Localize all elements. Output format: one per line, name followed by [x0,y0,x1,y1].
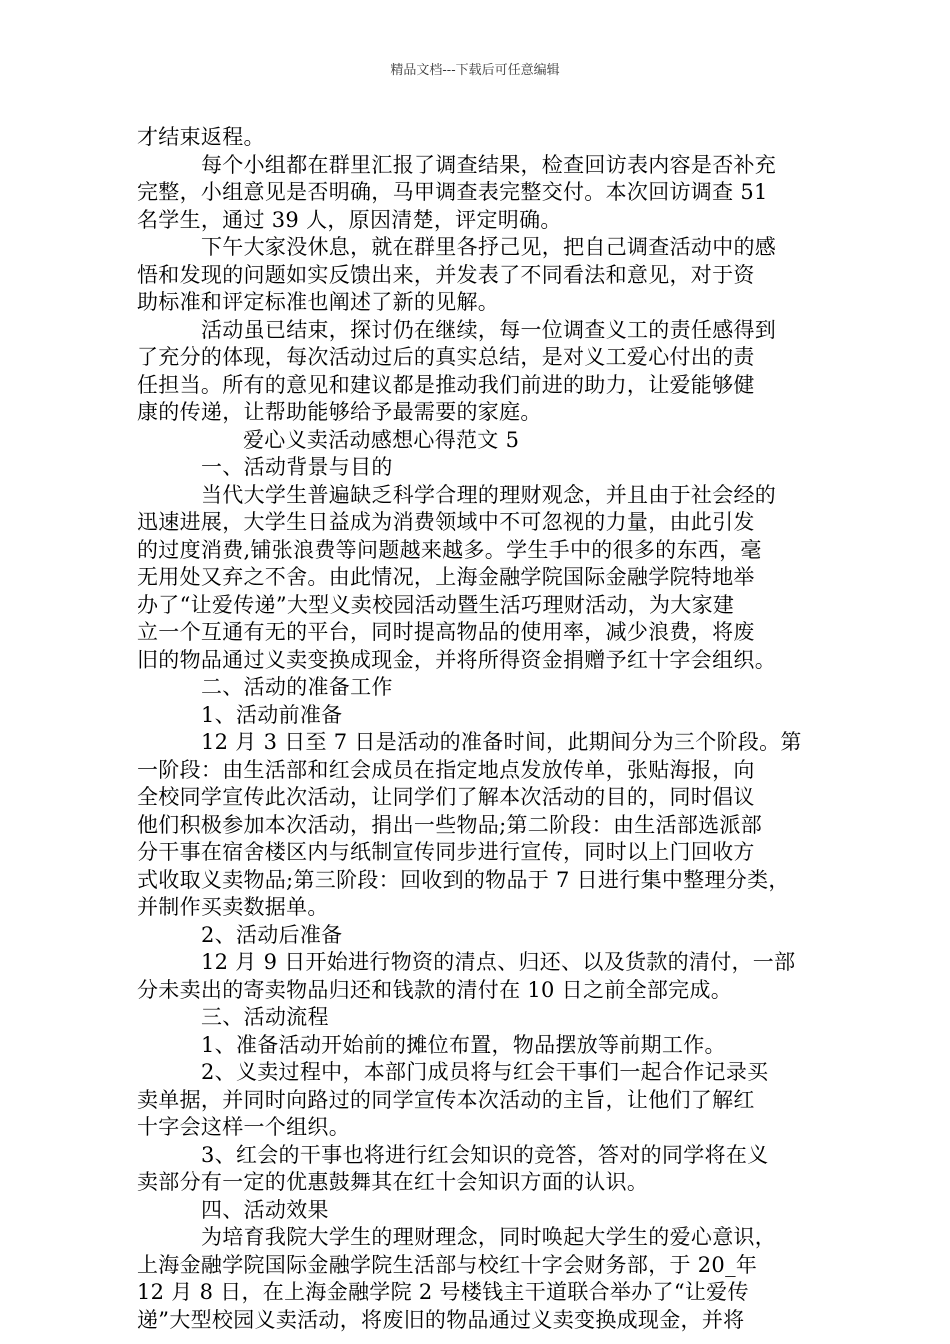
text-line: 完整，小组意见是否明确，马甲调查表完整交付。本次回访调查 51 [137,180,768,204]
text-line: 旧的物品通过义卖变换成现金，并将所得资金捐赠予红十字会组织。 [137,647,776,672]
text-line: 12 月 3 日至 7 日是活动的准备时间，此期间分为三个阶段。第 [201,730,802,754]
text-line: 名学生，通过 39 人，原因清楚，评定明确。 [137,207,562,232]
text-line: 助标准和评定标准也阐述了新的见解。 [137,290,500,314]
text-line: 迅速进展，大学生日益成为消费领域中不可忽视的力量，由此引发 [137,510,755,534]
text-line: 卖单据，并同时向路过的同学宣传本次活动的主旨，让他们了解红 [137,1087,755,1112]
text-line: 才结束返程。 [137,125,265,149]
text-line: 递”大型校园义卖活动，将废旧的物品通过义卖变换成现金，并将 [137,1307,745,1332]
page-header: 精品文档---下载后可任意编辑 [390,63,560,78]
text-line: 1、活动前准备 [201,702,343,727]
text-line: 1、准备活动开始前的摊位布置，物品摆放等前期工作。 [201,1032,726,1057]
text-line: 并制作买卖数据单。 [137,895,329,919]
text-line: 为培育我院大学生的理财理念，同时唤起大学生的爱心意识， [201,1225,777,1249]
text-line: 活动虽已结束，探讨仍在继续，每一位调查义工的责任感得到 [201,317,777,342]
text-line: 任担当。所有的意见和建议都是推动我们前进的助力，让爱能够健 [137,372,755,397]
text-line: 全校同学宣传此次活动，让同学们了解本次活动的目的，同时倡议 [137,785,755,809]
text-line: 当代大学生普遍缺乏科学合理的理财观念，并且由于社会经的 [201,482,777,507]
text-line: 四、活动效果 [201,1197,329,1222]
text-line: 式收取义卖物品;第三阶段：回收到的物品于 7 日进行集中整理分类， [137,867,790,892]
text-line: 十字会这样一个组织。 [137,1115,350,1139]
text-line: 卖部分有一定的优惠鼓舞其在红十会知识方面的认识。 [137,1170,649,1194]
text-line: 2、义卖过程中，本部门成员将与红会干事们一起合作记录买 [201,1060,769,1084]
text-line: 的过度消费,铺张浪费等问题越来越多。学生手中的很多的东西，毫 [137,537,762,562]
text-line: 12 月 9 日开始进行物资的清点、归还、以及货款的清付，一部 [201,950,796,974]
text-line: 下午大家没休息，就在群里各抒己见，把自己调查活动中的感 [201,235,777,259]
section-title: 爱心义卖活动感想心得范文 5 [243,427,520,452]
text-line: 立一个互通有无的平台，同时提高物品的使用率，减少浪费，将废 [137,620,755,644]
text-line: 每个小组都在群里汇报了调查结果，检查回访表内容是否补充 [201,152,777,177]
text-line: 无用处又弃之不舍。由此情况，上海金融学院国际金融学院特地举 [137,565,755,589]
text-line: 12 月 8 日，在上海金融学院 2 号楼钱主干道联合举办了“让爱传 [137,1280,749,1304]
text-line: 了充分的体现，每次活动过后的真实总结，是对义工爱心付出的责 [137,345,755,369]
text-line: 2、活动后准备 [201,922,343,947]
text-line: 一阶段：由生活部和红会成员在指定地点发放传单，张贴海报，向 [137,757,755,782]
text-line: 上海金融学院国际金融学院生活部与校红十字会财务部，于 20_年 [137,1252,758,1277]
text-line: 他们积极参加本次活动，捐出一些物品;第二阶段：由生活部选派部 [137,812,763,837]
text-line: 康的传递，让帮助能够给予最需要的家庭。 [137,400,542,424]
text-line: 三、活动流程 [201,1005,329,1029]
document-body [137,124,813,1334]
text-line: 3、红会的干事也将进行红会知识的竞答，答对的同学将在义 [201,1142,769,1167]
text-line: 分干事在宿舍楼区内与纸制宣传同步进行宣传，同时以上门回收方 [137,840,755,864]
text-line: 办了“让爱传递”大型义卖校园活动暨生活巧理财活动，为大家建 [137,592,735,617]
text-line: 一、活动背景与目的 [201,455,393,479]
text-line: 二、活动的准备工作 [201,675,393,699]
text-line: 分未卖出的寄卖物品归还和钱款的清付在 10 日之前全部完成。 [137,977,733,1002]
text-line: 悟和发现的问题如实反馈出来，并发表了不同看法和意见，对于资 [137,262,755,287]
